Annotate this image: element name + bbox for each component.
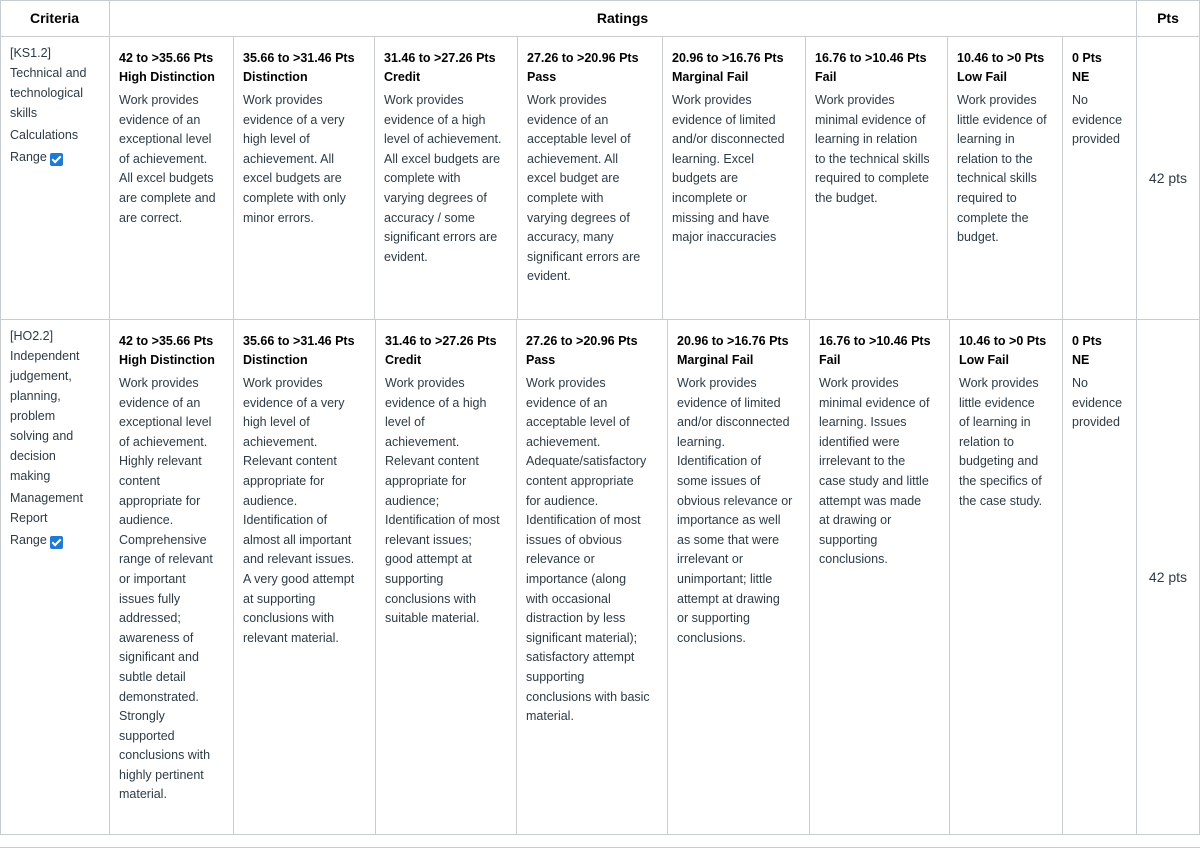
rating-description-line: range of relevant xyxy=(119,552,213,567)
rating-description-line: evident. xyxy=(527,269,571,284)
rating-description xyxy=(243,91,374,228)
table-border xyxy=(1136,320,1137,834)
table-border xyxy=(517,37,518,319)
rating-description-line: Relevant content xyxy=(243,454,337,469)
rating-description-line: achievement. All xyxy=(243,151,335,166)
rating-description-line: Work provides xyxy=(677,376,757,390)
rating-description xyxy=(677,374,809,648)
rating-points: 20.96 to >16.76 Pts xyxy=(677,334,789,348)
rating-description-line: Identification of most xyxy=(526,513,641,528)
criterion-title-line: Independent xyxy=(10,349,80,363)
range-label: Range xyxy=(10,533,47,547)
rating-description xyxy=(119,374,233,805)
rating-description-line: technical skills xyxy=(957,171,1037,186)
rating-description-line: the specifics of xyxy=(959,473,1042,488)
rating-points: 0 Pts xyxy=(1072,51,1102,65)
table-border xyxy=(0,319,1200,320)
table-border xyxy=(947,37,948,319)
rating-description-line: content appropriate xyxy=(526,473,634,488)
rating-description-line: Work provides xyxy=(119,376,199,390)
table-border xyxy=(0,847,1200,848)
rating-description-line: Work provides xyxy=(119,93,199,107)
rating-description-line: provided xyxy=(1072,132,1120,147)
criterion-title-line: technological xyxy=(10,86,83,100)
criterion-title-line: solving and xyxy=(10,429,74,443)
rating-description-line: subtle detail xyxy=(119,669,186,684)
rating-description-line: learning in relation xyxy=(815,132,918,147)
rating-description-line: relevant material. xyxy=(243,630,339,645)
criterion-cell xyxy=(0,37,109,319)
rating-description-line: significant material); xyxy=(526,630,638,645)
rating-description-line: evidence xyxy=(1072,112,1123,127)
rating-description-line: conclusions. xyxy=(819,552,888,567)
rating-description-line: high level of xyxy=(243,132,310,147)
rating-description-line: with occasional xyxy=(526,591,611,606)
ratings-header: Ratings xyxy=(596,10,649,26)
rating-description-line: of learning in xyxy=(959,415,1031,430)
rating-description-line: irrelevant to the xyxy=(819,454,906,469)
rating-description-line: conclusions. xyxy=(677,630,746,645)
rating-description-line: complete the xyxy=(957,210,1029,225)
rating-description xyxy=(527,91,662,287)
rating-description-line: provided xyxy=(1072,415,1120,430)
rating-points: 16.76 to >10.46 Pts xyxy=(815,51,927,65)
rating-points: 27.26 to >20.96 Pts xyxy=(526,334,638,348)
rating-description-line: level of xyxy=(385,415,425,430)
rating-description-line: issues of obvious xyxy=(526,532,622,547)
rating-description-line: evidence of a high xyxy=(384,112,486,127)
table-border xyxy=(1062,37,1063,319)
rating-description-line: No xyxy=(1072,376,1088,390)
table-border xyxy=(0,0,1200,1)
rating-description-line: and relevant issues. xyxy=(243,552,355,567)
rating-description-line: significant errors are xyxy=(384,230,498,245)
rating-description-line: exceptional level xyxy=(119,415,212,430)
rating-description-line: material. xyxy=(526,709,574,724)
rating-name: Pass xyxy=(526,353,556,367)
rating-description-line: achievement. xyxy=(526,434,601,449)
criterion-title-line: planning, xyxy=(10,389,61,403)
rating-name: Low Fail xyxy=(957,70,1007,84)
rating-description xyxy=(815,91,947,209)
rating-cell[interactable] xyxy=(516,320,667,834)
rating-cell[interactable] xyxy=(662,37,805,319)
rating-cell[interactable] xyxy=(1062,37,1136,319)
rating-name: Credit xyxy=(384,70,421,84)
rating-description-line: excel budgets are xyxy=(243,171,342,186)
rating-description-line: material. xyxy=(119,787,167,802)
table-border xyxy=(667,320,668,834)
rating-description-line: learning in xyxy=(957,132,1015,147)
rating-description-line: learning. Issues xyxy=(819,415,907,430)
criterion-code: [HO2.2] xyxy=(10,329,54,343)
table-border xyxy=(0,37,1,319)
rating-description xyxy=(119,91,233,228)
rating-description-line: Work provides xyxy=(385,376,465,390)
rating-description-line: high level of xyxy=(243,415,310,430)
rating-description-line: little evidence xyxy=(959,395,1035,410)
rating-description-line: are complete and xyxy=(119,190,216,205)
rating-description-line: significant and xyxy=(119,650,199,665)
rating-description-line: A very good attempt xyxy=(243,571,355,586)
rating-cell[interactable] xyxy=(517,37,662,319)
rating-description-line: minimal evidence of xyxy=(819,395,930,410)
rating-description-line: No xyxy=(1072,93,1088,107)
rating-points: 35.66 to >31.46 Pts xyxy=(243,51,355,65)
rating-cell[interactable] xyxy=(375,320,516,834)
rating-description-line: Strongly xyxy=(119,709,165,724)
table-border xyxy=(0,320,1,834)
table-border xyxy=(662,37,663,319)
rating-description-line: or supporting xyxy=(677,611,750,626)
rating-description-line: excel budget are xyxy=(527,171,620,186)
rating-points: 27.26 to >20.96 Pts xyxy=(527,51,639,65)
rating-description-line: Work provides xyxy=(526,376,606,390)
rating-description-line: Relevant content xyxy=(385,454,479,469)
rating-description-line: and/or disconnected xyxy=(677,415,790,430)
rating-description-line: almost all important xyxy=(243,532,352,547)
rating-description-line: importance as well xyxy=(677,513,781,528)
rating-cell[interactable] xyxy=(805,37,947,319)
rating-description-line: major inaccuracies xyxy=(672,230,777,245)
rating-description-line: budgeting and xyxy=(959,454,1039,469)
rating-description-line: appropriate for xyxy=(119,493,201,508)
rating-cell[interactable] xyxy=(1062,320,1136,834)
rating-description-line: supporting xyxy=(526,669,585,684)
rating-description xyxy=(385,374,516,629)
rating-description-line: suitable material. xyxy=(385,611,480,626)
rating-description-line: evident. xyxy=(384,249,428,264)
rating-points: 0 Pts xyxy=(1072,334,1102,348)
rating-description-line: supporting xyxy=(819,532,878,547)
rating-description-line: required to xyxy=(957,190,1017,205)
rating-description-line: All excel budgets xyxy=(119,171,214,186)
criterion-code: [KS1.2] xyxy=(10,46,51,60)
table-border xyxy=(109,320,110,834)
rating-description-line: Work provides xyxy=(672,93,752,107)
table-border xyxy=(1136,0,1137,37)
rating-description xyxy=(959,374,1062,511)
rating-cell[interactable] xyxy=(809,320,949,834)
rating-description-line: minimal evidence of xyxy=(815,112,926,127)
rating-name: High Distinction xyxy=(119,353,215,367)
criterion-score: 42 pts xyxy=(1148,569,1188,585)
table-border xyxy=(0,36,1200,37)
rating-points: 42 to >35.66 Pts xyxy=(119,51,214,65)
rating-description-line: irrelevant or xyxy=(677,552,743,567)
rating-name: Pass xyxy=(527,70,557,84)
table-border xyxy=(0,0,1,37)
rating-description-line: complete with xyxy=(527,190,604,205)
criterion-title-line: problem xyxy=(10,409,56,423)
table-border xyxy=(1062,320,1063,834)
rating-description-line: of achievement. xyxy=(119,434,208,449)
rating-description xyxy=(384,91,517,267)
rating-description-line: awareness of xyxy=(119,630,194,645)
rating-description-line: level of achievement. xyxy=(384,132,502,147)
rating-description-line: Work provides xyxy=(819,376,899,390)
rating-description-line: highly pertinent xyxy=(119,767,204,782)
rating-description-line: varying degrees of xyxy=(384,190,487,205)
rating-description-line: achievement. xyxy=(385,434,460,449)
criterion-description-line: Report xyxy=(10,511,48,525)
rating-description-line: are correct. xyxy=(119,210,183,225)
criterion-cell xyxy=(0,320,109,834)
rating-description-line: evidence of an xyxy=(119,112,201,127)
rating-description xyxy=(957,91,1062,248)
rating-description-line: audience. xyxy=(119,513,174,528)
rating-description-line: acceptable level of xyxy=(527,132,631,147)
rating-description-line: case study and little xyxy=(819,473,929,488)
rating-description-line: appropriate for xyxy=(243,473,325,488)
rating-description-line: some issues of xyxy=(677,473,761,488)
rating-description-line: Work provides xyxy=(384,93,464,107)
rating-description-line: Work provides xyxy=(959,376,1039,390)
rating-description-line: supported xyxy=(119,728,175,743)
rating-name: Distinction xyxy=(243,70,308,84)
rating-description xyxy=(819,374,949,570)
rating-description-line: acceptable level of xyxy=(526,415,630,430)
range-checkbox[interactable] xyxy=(50,536,63,549)
rating-description-line: varying degrees of xyxy=(527,210,630,225)
rating-description-line: budgets are xyxy=(672,171,739,186)
rating-description xyxy=(526,374,667,727)
rating-description-line: unimportant; little xyxy=(677,571,773,586)
rating-points: 10.46 to >0 Pts xyxy=(957,51,1045,65)
rating-description-line: Highly relevant xyxy=(119,454,202,469)
table-border xyxy=(374,37,375,319)
criterion-description-line: Management xyxy=(10,491,83,505)
rating-points: 10.46 to >0 Pts xyxy=(959,334,1047,348)
rating-description xyxy=(243,374,375,648)
rating-name: Low Fail xyxy=(959,353,1009,367)
rating-description-line: Work provides xyxy=(243,93,323,107)
rating-cell[interactable] xyxy=(949,320,1062,834)
rating-description-line: conclusions with xyxy=(119,748,211,763)
rating-name: Distinction xyxy=(243,353,308,367)
rating-description-line: audience; xyxy=(385,493,440,508)
rating-description-line: evidence of a very xyxy=(243,395,345,410)
table-border xyxy=(805,37,806,319)
rating-description-line: to the technical skills xyxy=(815,151,930,166)
rating-description-line: Identification of xyxy=(243,513,328,528)
rating-points: 35.66 to >31.46 Pts xyxy=(243,334,355,348)
rating-description-line: relevant issues; xyxy=(385,532,472,547)
rating-cell[interactable] xyxy=(109,37,233,319)
rating-description-line: minor errors. xyxy=(243,210,314,225)
rating-description-line: satisfactory attempt xyxy=(526,650,635,665)
rating-description-line: attempt was made xyxy=(819,493,922,508)
rating-name: NE xyxy=(1072,70,1090,84)
rating-description-line: issues fully xyxy=(119,591,181,606)
rating-description-line: evidence xyxy=(1072,395,1123,410)
criterion-description-line: Calculations xyxy=(10,128,79,142)
rating-description-line: missing and have xyxy=(672,210,770,225)
rating-description-line: Work provides xyxy=(957,93,1037,107)
rating-description-line: as some that were xyxy=(677,532,780,547)
rating-name: High Distinction xyxy=(119,70,215,84)
rating-description-line: and/or disconnected xyxy=(672,132,785,147)
rating-description-line: relation to xyxy=(959,434,1014,449)
rating-cell[interactable] xyxy=(947,37,1062,319)
rating-description-line: Work provides xyxy=(815,93,895,107)
rating-description-line: relevance or xyxy=(526,552,595,567)
rating-description-line: evidence of a very xyxy=(243,112,345,127)
rating-description-line: distraction by less xyxy=(526,611,626,626)
rating-description-line: All excel budgets are xyxy=(384,151,501,166)
rating-cell[interactable] xyxy=(667,320,809,834)
criteria-header: Criteria xyxy=(29,10,80,26)
rating-description-line: good attempt at xyxy=(385,552,472,567)
rating-description-line: evidence of limited xyxy=(672,112,776,127)
rating-name: NE xyxy=(1072,353,1090,367)
rating-description-line: addressed; xyxy=(119,611,181,626)
rating-cell[interactable] xyxy=(233,320,375,834)
range-row xyxy=(10,530,109,550)
rating-name: Fail xyxy=(815,70,837,84)
rating-description-line: supporting xyxy=(385,571,444,586)
rating-description-line: complete with only xyxy=(243,190,346,205)
rating-description-line: evidence of an xyxy=(526,395,608,410)
table-border xyxy=(109,37,110,319)
rating-name: Credit xyxy=(385,353,422,367)
table-border xyxy=(109,0,110,37)
rating-description-line: the budget. xyxy=(815,190,878,205)
rating-description-line: achievement. All xyxy=(527,151,619,166)
rating-points: 31.46 to >27.26 Pts xyxy=(384,51,496,65)
rating-description-line: appropriate for xyxy=(385,473,467,488)
rating-description-line: learning. Excel xyxy=(672,151,754,166)
rating-description-line: accuracy, many xyxy=(527,230,614,245)
rating-description-line: little evidence of xyxy=(957,112,1047,127)
rating-description-line: the case study. xyxy=(959,493,1043,508)
rating-cell[interactable] xyxy=(233,37,374,319)
rating-description-line: evidence of an xyxy=(119,395,201,410)
rating-description-line: Work provides xyxy=(243,376,323,390)
rating-description-line: significant errors are xyxy=(527,249,641,264)
criterion-title-line: skills xyxy=(10,106,38,120)
rating-description-line: demonstrated. xyxy=(119,689,199,704)
rating-description-line: Comprehensive xyxy=(119,532,207,547)
rating-description-line: evidence of an xyxy=(527,112,609,127)
range-label: Range xyxy=(10,150,47,164)
rating-description-line: Identification of xyxy=(677,454,762,469)
rating-description-line: identified were xyxy=(819,434,900,449)
rating-name: Fail xyxy=(819,353,841,367)
criterion-title-line: Technical and xyxy=(10,66,87,80)
rating-description-line: accuracy / some xyxy=(384,210,476,225)
rating-points: 20.96 to >16.76 Pts xyxy=(672,51,784,65)
criterion-title-line: judgement, xyxy=(10,369,72,383)
range-checkbox[interactable] xyxy=(50,153,63,166)
rating-description-line: Adequate/satisfactory xyxy=(526,454,647,469)
table-border xyxy=(233,37,234,319)
rating-description-line: Work provides xyxy=(527,93,607,107)
table-border xyxy=(809,320,810,834)
rating-description-line: evidence of limited xyxy=(677,395,781,410)
rating-name: Marginal Fail xyxy=(677,353,754,367)
rating-points: 31.46 to >27.26 Pts xyxy=(385,334,497,348)
rating-points: 16.76 to >10.46 Pts xyxy=(819,334,931,348)
rating-description-line: budget. xyxy=(957,230,999,245)
rating-points: 42 to >35.66 Pts xyxy=(119,334,214,348)
rating-description-line: relation to the xyxy=(957,151,1033,166)
rating-cell[interactable] xyxy=(109,320,233,834)
rating-description-line: conclusions with basic xyxy=(526,689,650,704)
criterion-title-line: decision xyxy=(10,449,56,463)
range-row xyxy=(10,147,109,167)
rating-description-line: content xyxy=(119,473,161,488)
rating-description-line: audience. xyxy=(243,493,298,508)
rating-description-line: complete with xyxy=(384,171,461,186)
rating-description-line: required to complete xyxy=(815,171,929,186)
table-border xyxy=(949,320,950,834)
rating-description-line: at drawing or xyxy=(819,513,892,528)
criterion-score: 42 pts xyxy=(1148,170,1188,186)
criterion-title-line: making xyxy=(10,469,51,483)
rating-description xyxy=(672,91,805,248)
rating-description-line: or important xyxy=(119,571,186,586)
rating-description-line: conclusions with xyxy=(243,611,335,626)
rating-description-line: obvious relevance or xyxy=(677,493,793,508)
rating-description-line: conclusions with xyxy=(385,591,477,606)
table-border xyxy=(0,834,1200,835)
rating-description-line: for audience. xyxy=(526,493,599,508)
rating-description-line: attempt at drawing xyxy=(677,591,780,606)
rating-description xyxy=(1072,374,1136,433)
rating-description-line: of achievement. xyxy=(119,151,208,166)
rating-description xyxy=(1072,91,1136,150)
rating-description-line: achievement. xyxy=(243,434,318,449)
rating-description-line: incomplete or xyxy=(672,190,748,205)
rating-cell[interactable] xyxy=(374,37,517,319)
table-border xyxy=(516,320,517,834)
pts-header: Pts xyxy=(1157,10,1179,26)
rating-description-line: evidence of a high xyxy=(385,395,487,410)
rating-description-line: learning. xyxy=(677,434,725,449)
table-border xyxy=(233,320,234,834)
rating-name: Marginal Fail xyxy=(672,70,749,84)
rating-description-line: Identification of most xyxy=(385,513,500,528)
table-border xyxy=(1136,37,1137,319)
rating-description-line: at supporting xyxy=(243,591,316,606)
table-border xyxy=(375,320,376,834)
rating-description-line: exceptional level xyxy=(119,132,212,147)
rating-description-line: importance (along xyxy=(526,571,627,586)
